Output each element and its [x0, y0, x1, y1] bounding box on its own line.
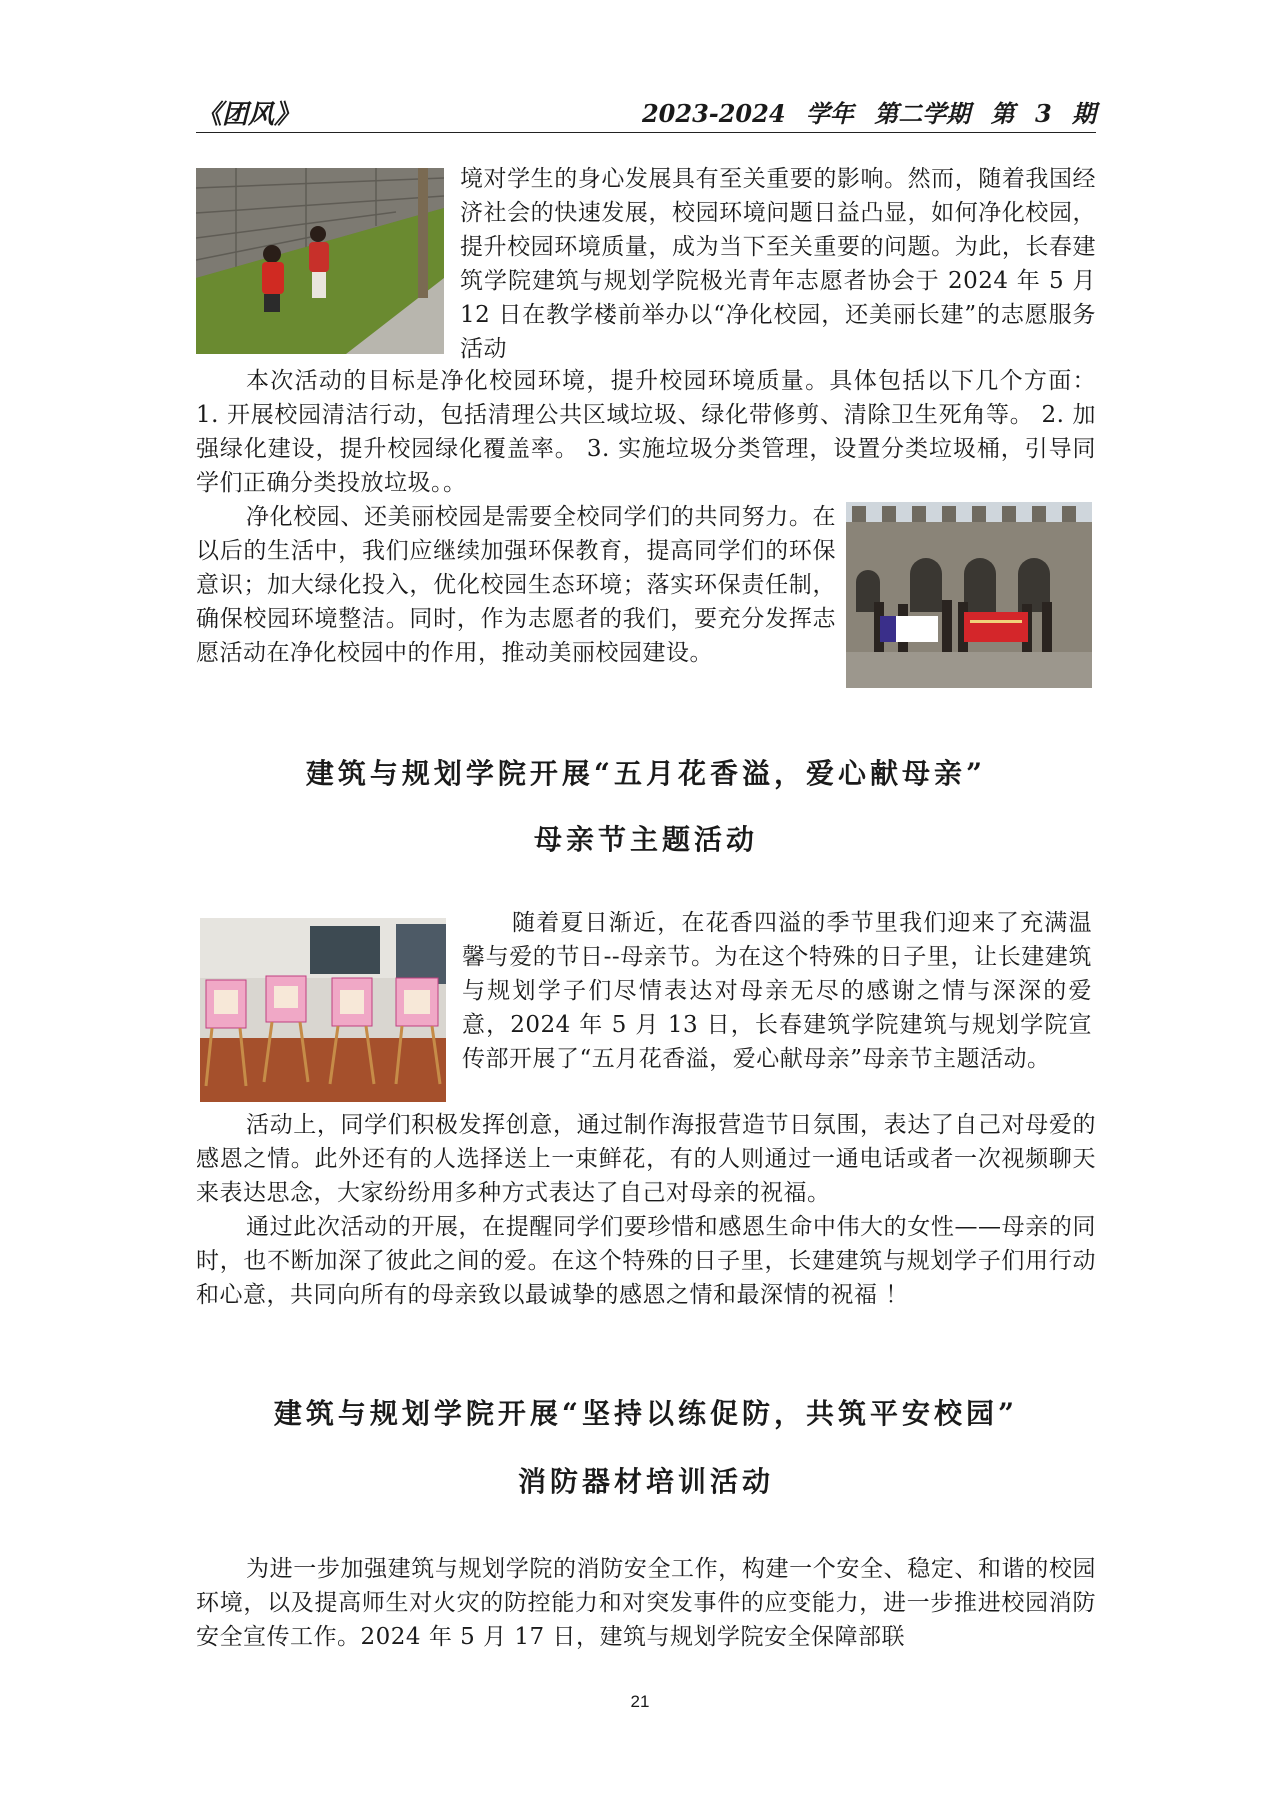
- running-header: [196, 92, 1096, 133]
- article2-paragraph2: 活动上，同学们积极发挥创意，通过制作海报营造节日氛围，表达了自己对母爱的感恩之情。此外还有的人选择送上一束鲜花，有的人则通过一通电话或者一次视频聊天来表达思念，大家纷纷用多种方式表达了自己对母亲的祝福。: [196, 1112, 1096, 1206]
- article1-paragraph1: 境对学生的身心发展具有至关重要的影响。然而，随着我国经济社会的快速发展，校园环境问题日益凸显，如何净化校园，提升校园环境质量，成为当下至关重要的问题。为此，长春建筑学院建筑与规划学院极光青年志愿者协会于 2024 年 5 月 12 日在教学楼前举办以“净化校园，还美丽长建”的志愿服务活动: [460, 166, 1096, 362]
- page-number: 21: [630, 1692, 650, 1711]
- volunteers-cleaning-photo: [196, 168, 444, 354]
- article1-paragraph3: 净化校园、还美丽校园是需要全校同学们的共同努力。在以后的生活中，我们应继续加强环保教育，提高同学们的环保意识；加大绿化投入，优化校园生态环境；落实环保责任制，确保校园环境整洁。同时，作为志愿者的我们，要充分发挥志愿活动在净化校园中的作用，推动美丽校园建设。: [196, 504, 836, 666]
- article2-title-line2: 母亲节主题活动: [533, 823, 758, 856]
- article1-paragraph2: 本次活动的目标是净化校园环境，提升校园环境质量。具体包括以下几个方面： 1. 开展校园清洁行动，包括清理公共区域垃圾、绿化带修剪、清除卫生死角等。 2. 加强绿化建设，提升校园绿化覆盖率。 3. 实施垃圾分类管理，设置分类垃圾桶，引导同学们正确分类投放垃圾。。: [196, 368, 1096, 496]
- article3-paragraph1: 为进一步加强建筑与规划学院的消防安全工作，构建一个安全、稳定、和谐的校园环境，以及提高师生对火灾的防控能力和对突发事件的应变能力，进一步推进校园消防安全宣传工作。2024 年 5 月 17 日，建筑与规划学院安全保障部联: [196, 1556, 1096, 1650]
- mothers-day-posters-photo: [200, 918, 446, 1102]
- article3-title-line2: 消防器材培训活动: [517, 1465, 774, 1498]
- article2-title-line1: 建筑与规划学院开展“五月花香溢，爱心献母亲”: [305, 757, 987, 790]
- volunteer-group-photo: [846, 502, 1092, 688]
- article2-paragraph3: 通过此次活动的开展，在提醒同学们要珍惜和感恩生命中伟大的女性——母亲的同时，也不断加深了彼此之间的爱。在这个特殊的日子里，长建建筑与规划学子们用行动和心意，共同向所有的母亲致以最诚挚的感恩之情和最深情的祝福 ！: [196, 1214, 1096, 1308]
- article2-paragraph1: 随着夏日渐近，在花香四溢的季节里我们迎来了充满温馨与爱的节日--母亲节。为在这个特殊的日子里，让长建建筑与规划学子们尽情表达对母亲无尽的感谢之情与深深的爱意，2024 年 5 月 13 日，长春建筑学院建筑与规划学院宣传部开展了“五月花香溢，爱心献母亲”母亲节主题活动。: [462, 910, 1092, 1072]
- issue-info: 2023-2024 学年 第二学期 第 3 期: [641, 99, 1096, 128]
- article3-title-line1: 建筑与规划学院开展“坚持以练促防，共筑平安校园”: [273, 1397, 1019, 1430]
- publication-name: 《团风》: [196, 100, 301, 130]
